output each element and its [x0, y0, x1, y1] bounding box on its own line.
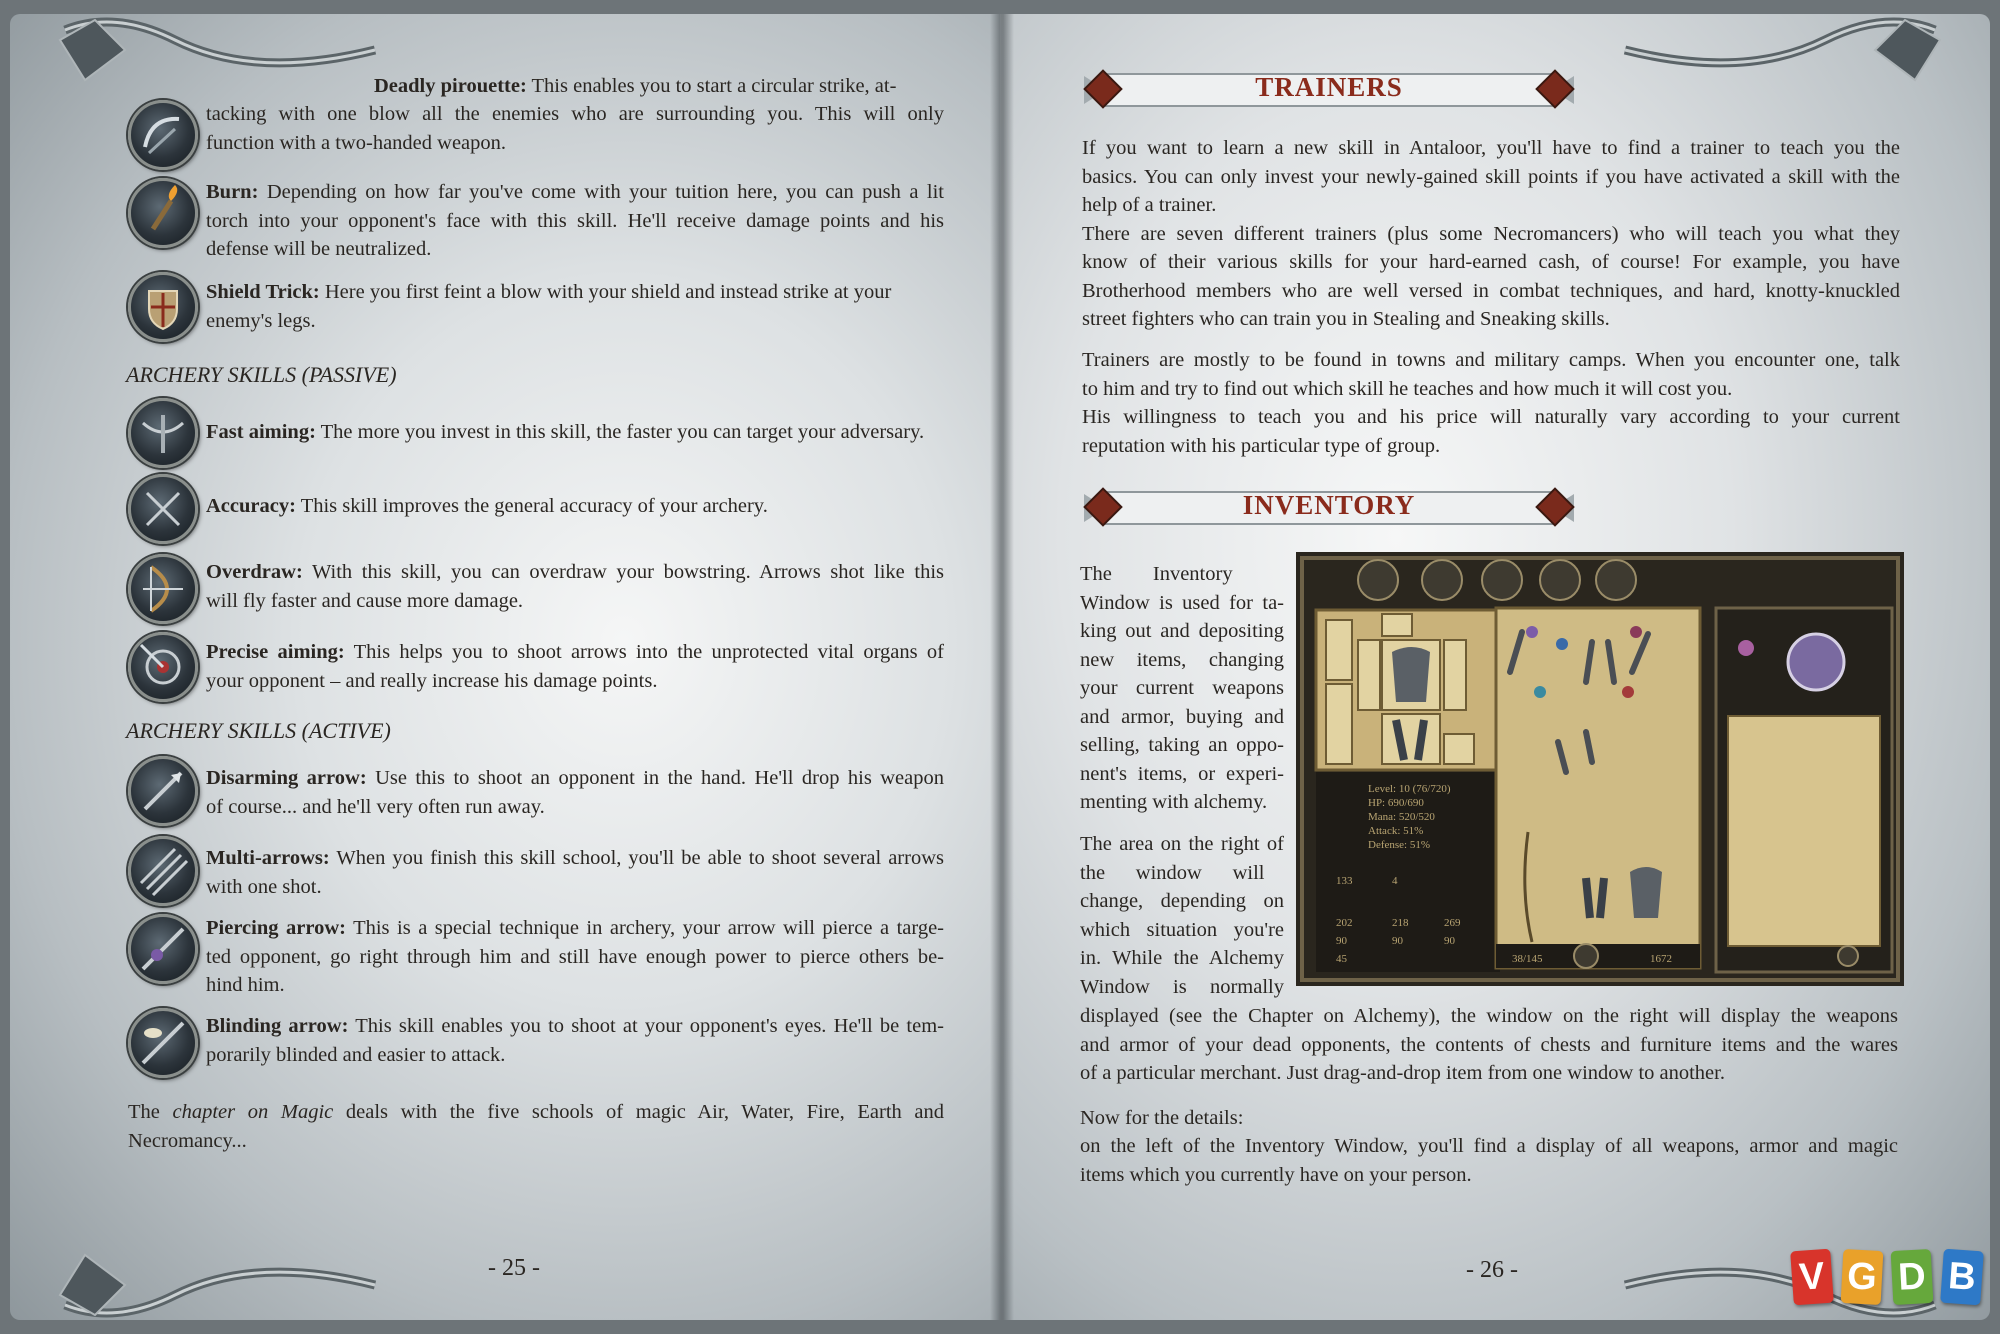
- skill-accuracy: Accuracy: This skill improves the general accuracy of your archery.: [206, 495, 768, 517]
- stat-attack: Attack: 51%: [1368, 825, 1424, 837]
- text-line: Window is normally: [1080, 975, 1284, 998]
- text-line: and armor, buying and: [1080, 705, 1284, 728]
- text-line: items which you currently have on your person.: [1080, 1163, 1472, 1186]
- skill-burn: [206, 178, 944, 264]
- weapon-stat-1: 202: [1336, 917, 1353, 929]
- weapon-stat-4: 90: [1336, 935, 1347, 947]
- weight-counter: 38/145: [1512, 953, 1543, 965]
- counter-1: 133: [1336, 875, 1353, 887]
- text-line: basics. You can only invest your newly-gained skill points if you have activated a skill with the: [1082, 165, 1900, 188]
- text-line: the window will: [1080, 861, 1265, 884]
- weapon-stat-5: 90: [1392, 935, 1403, 947]
- text-line: your opponent – and really increase his damage points.: [206, 669, 658, 692]
- skill-fast-aiming: Fast aiming: The more you invest in this skill, the faster you can target your adversary.: [206, 421, 925, 443]
- text-line: defense will be neutralized.: [206, 238, 432, 260]
- text-line: of course... and he'll very often run away.: [206, 795, 545, 818]
- trainers-paragraph-1: [1082, 134, 1900, 334]
- piercing-arrow-icon: [128, 914, 198, 984]
- details-paragraph: [1080, 1132, 1898, 1189]
- stat-defense: Defense: 51%: [1368, 839, 1431, 851]
- arrow-icon: [128, 756, 198, 826]
- text-line: help of a trainer.: [1082, 194, 1217, 216]
- skill-deadly-pirouette-cont: [206, 100, 944, 157]
- watermark-letter-b: B: [1940, 1249, 1984, 1306]
- text-line: reputation with his particular type of group.: [1082, 434, 1441, 457]
- text-line: Burn: Depending on how far you've come with your tuition here, you can push a lit: [206, 181, 944, 203]
- torch-icon: [128, 178, 198, 248]
- text-line: torch into your opponent's face with this skill. He'll receive damage points and his: [206, 209, 944, 232]
- text-line: Overdraw: With this skill, you can overdraw your bowstring. Arrows shot like this: [206, 561, 944, 583]
- heading-archery-active: ARCHERY SKILLS (ACTIVE): [126, 718, 391, 743]
- swirl-blade-icon: [128, 100, 198, 170]
- weapon-stat-6: 90: [1444, 935, 1455, 947]
- skill-shield-trick: [206, 278, 944, 335]
- crossed-arrows-icon: [128, 474, 198, 544]
- skill-overdraw: [206, 558, 944, 615]
- shield-icon: [128, 272, 198, 342]
- stat-level: Level: 10 (76/720): [1368, 783, 1451, 795]
- magic-chapter-reference: chapter on Magic: [172, 1101, 334, 1123]
- text-line: menting with alchemy.: [1080, 791, 1268, 813]
- multi-arrow-icon: [128, 836, 198, 906]
- skill-blinding-arrow: [206, 1012, 944, 1069]
- page-number-right: - 26 -: [1466, 1257, 1518, 1283]
- text-line: Disarming arrow: Use this to shoot an opponent in the hand. He'll drop his weapon: [206, 767, 945, 789]
- corner-ornament-bottom-left: [55, 1215, 385, 1325]
- text-line: know of their various skills for your hard-earned cash, of course! For example, you have: [1082, 251, 1900, 273]
- text-line: Trainers are mostly to be found in towns and military camps. When you encounter one, talk: [1082, 349, 1900, 371]
- inventory-window-art: [1296, 552, 1904, 986]
- closing-paragraph: [128, 1098, 944, 1155]
- text-line: Blinding arrow: This skill enables you to shoot at your opponent's eyes. He'll be tem-: [206, 1015, 944, 1037]
- text-line: to him and try to find out which skill he teaches and how much it will cost you.: [1082, 377, 1733, 400]
- text-line: street fighters who can train you in Stealing and Sneaking skills.: [1082, 308, 1610, 330]
- counter-2: 4: [1392, 875, 1398, 887]
- blinding-arrow-icon: [128, 1008, 198, 1078]
- text-line: porarily blinded and easier to attack.: [206, 1043, 506, 1066]
- inventory-window-screenshot: [1296, 552, 1904, 986]
- page-number-left: - 25 -: [488, 1255, 540, 1281]
- skill-disarming-arrow: [206, 764, 944, 821]
- text-line: on the left of the Inventory Window, you'll find a display of all weapons, armor and magic: [1080, 1135, 1898, 1157]
- text-line: of a particular merchant. Just drag-and-drop item from one window to another.: [1080, 1062, 1725, 1084]
- stat-hp: HP: 690/690: [1368, 797, 1424, 809]
- weapon-stat-2: 218: [1392, 917, 1409, 929]
- text-line: Brotherhood members who are well versed in combat techniques, and hard, knotty-knuckled: [1082, 279, 1900, 302]
- inventory-title: INVENTORY: [1242, 490, 1416, 520]
- text-line: The Inventory: [1080, 563, 1233, 585]
- text-line: His willingness to teach you and his price will naturally vary according to your current: [1082, 406, 1900, 428]
- trainers-paragraph-3: [1082, 346, 1900, 460]
- text-line: enemy's legs.: [206, 309, 316, 332]
- stat-mana: Mana: 520/520: [1368, 811, 1435, 823]
- inventory-paragraph-2: [1080, 830, 1284, 1001]
- inventory-paragraph-1: [1080, 560, 1284, 817]
- skill-multi-arrows: [206, 844, 944, 901]
- weapon-stat-7: 45: [1336, 953, 1347, 965]
- book-spine: [990, 14, 1014, 1320]
- text-line: tacking with one blow all the enemies who are surrounding you. This will only: [206, 103, 944, 125]
- text-line: king out and depositing: [1080, 620, 1284, 642]
- text-line: with one shot.: [206, 875, 322, 898]
- text-line: your current weapons: [1080, 677, 1284, 699]
- text-line: new items, changing: [1080, 648, 1284, 671]
- text-line: Window is used for ta-: [1080, 591, 1284, 614]
- text-line: There are seven different trainers (plus some Necromancers) who will teach you what they: [1082, 222, 1900, 245]
- text-line: displayed (see the Chapter on Alchemy), the window on the right will display the weapons: [1080, 1005, 1898, 1027]
- gold-counter: 1672: [1650, 953, 1672, 965]
- inventory-paragraph-2-cont: [1080, 1002, 1898, 1088]
- text-line: change, depending on: [1080, 890, 1284, 912]
- text-line: and armor of your dead opponents, the contents of chests and furniture items and the wares: [1080, 1033, 1898, 1056]
- heading-archery-passive: ARCHERY SKILLS (PASSIVE): [126, 362, 397, 387]
- text-line: If you want to learn a new skill in Antaloor, you'll have to find a trainer to teach you the: [1082, 137, 1900, 159]
- text-line: nent's items, or experi-: [1080, 762, 1284, 785]
- watermark-letter-g: G: [1841, 1249, 1884, 1305]
- skill-deadly-pirouette: Deadly pirouette: This enables you to start a circular strike, at-: [374, 75, 897, 97]
- text-line: Necromancy...: [128, 1129, 247, 1152]
- text-line: in. While the Alchemy: [1080, 947, 1284, 969]
- crossbow-icon: [128, 398, 198, 468]
- text-line: Multi-arrows: When you finish this skill school, you'll be able to shoot several arrows: [206, 847, 944, 869]
- skill-piercing-arrow: [206, 914, 944, 1000]
- weapon-stat-3: 269: [1444, 917, 1461, 929]
- watermark-letter-v: V: [1790, 1249, 1834, 1306]
- details-intro: Now for the details:: [1080, 1107, 1244, 1129]
- text-line: Piercing arrow: This is a special technique in archery, your arrow will pierce a targe-: [206, 917, 944, 939]
- text-line: The area on the right of: [1080, 833, 1284, 855]
- text-line: will fly faster and cause more damage.: [206, 589, 524, 612]
- watermark-letter-d: D: [1891, 1249, 1934, 1305]
- text-line: which situation you're: [1080, 918, 1284, 941]
- text-line: Shield Trick: Here you first feint a blow with your shield and instead strike at your: [206, 281, 892, 303]
- text-line: function with a two-handed weapon.: [206, 131, 507, 154]
- skill-precise-aiming: [206, 638, 944, 695]
- text-line: Precise aiming: This helps you to shoot arrows into the unprotected vital organs of: [206, 641, 944, 663]
- text-line: The chapter on Magic deals with the five schools of magic Air, Water, Fire, Earth and: [128, 1101, 945, 1123]
- target-icon: [128, 632, 198, 702]
- trainers-title: TRAINERS: [1255, 72, 1403, 102]
- bow-icon: [128, 554, 198, 624]
- corner-ornament-top-right: [1615, 10, 1945, 120]
- text-line: ted opponent, go right through him and still have enough power to pierce others be-: [206, 945, 944, 968]
- text-line: selling, taking an oppo-: [1080, 734, 1284, 756]
- text-line: hind him.: [206, 974, 285, 996]
